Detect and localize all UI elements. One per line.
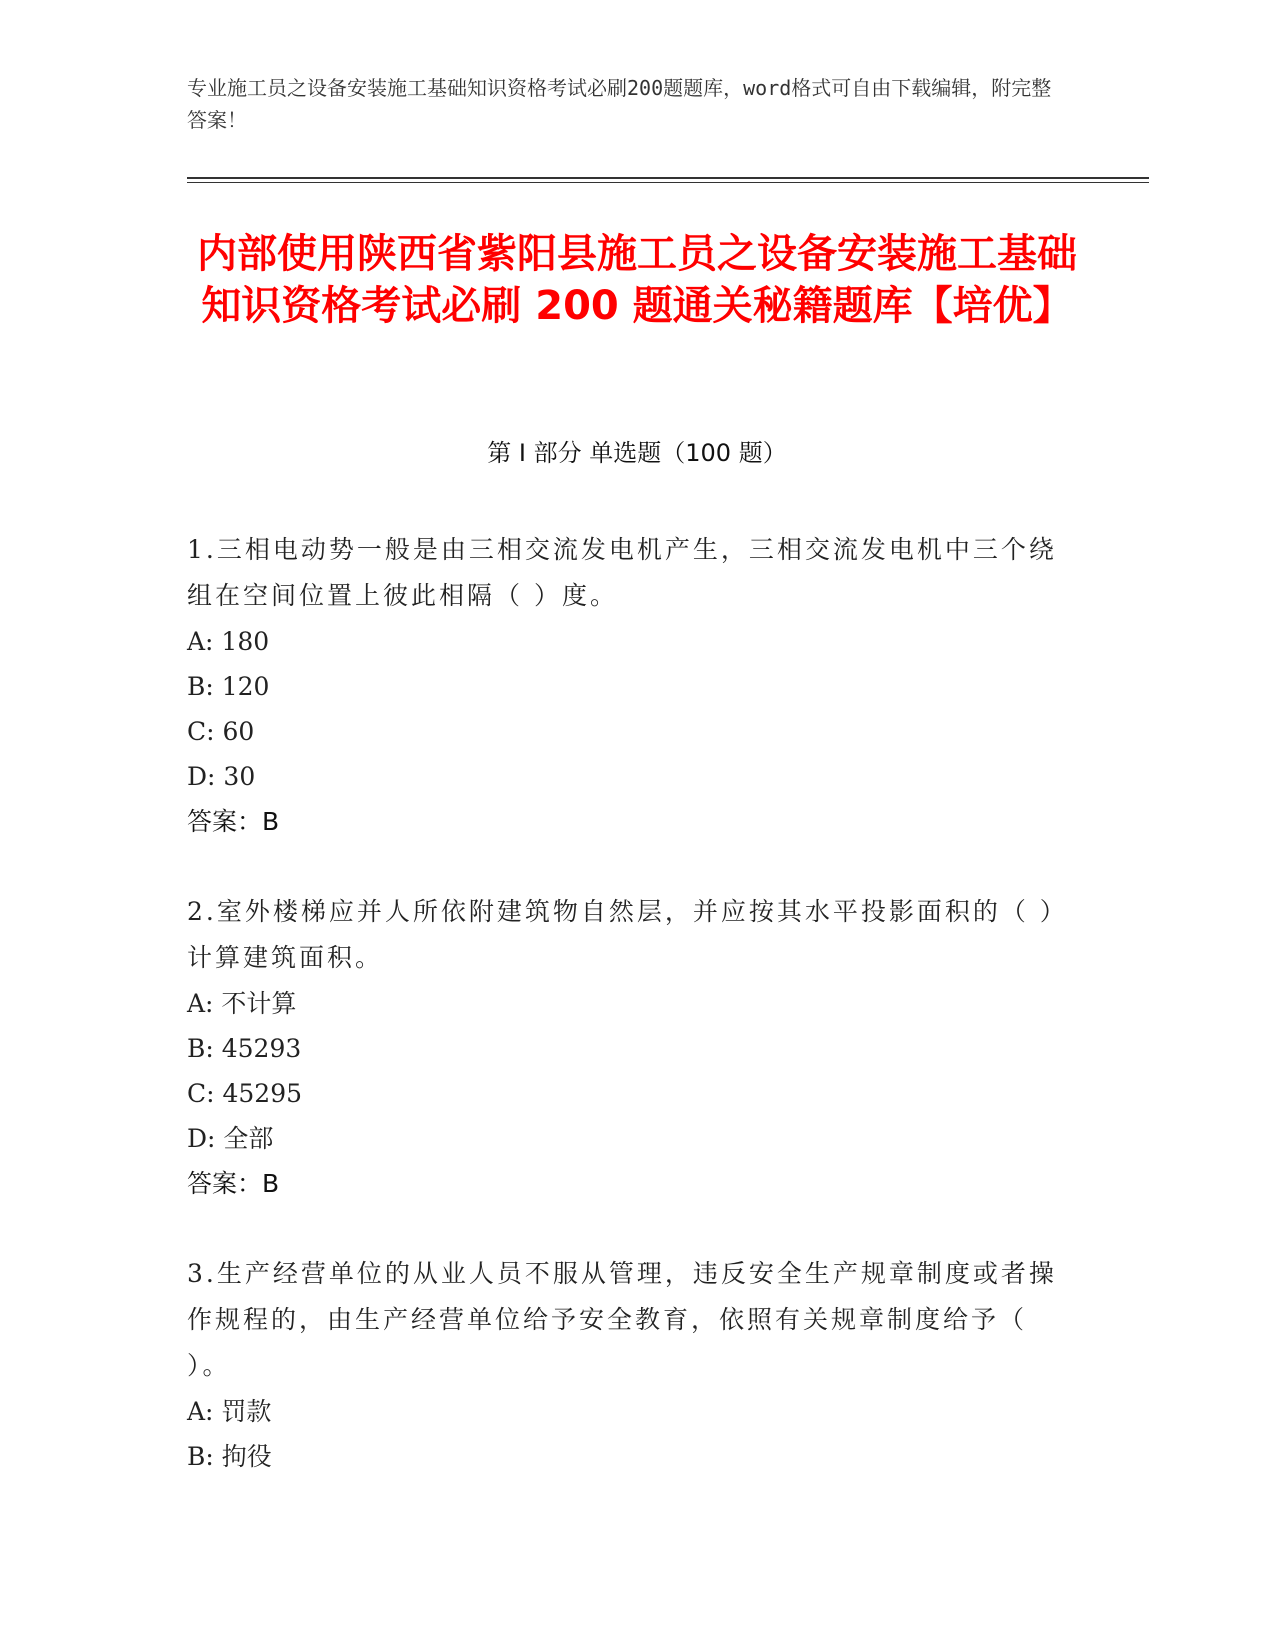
option-c: C: 45295 [187, 1079, 303, 1108]
question-stem: 1.三相电动势一般是由三相交流发电机产生，三相交流发电机中三个绕组在空间位置上彼此相隔（ ）度。 [187, 535, 1057, 610]
header-divider-thin [187, 182, 1149, 183]
option-a: A: 罚款 [187, 1397, 272, 1426]
question-2 [187, 889, 1067, 1207]
question-stem: 3.生产经营单位的从业人员不服从管理，违反安全生产规章制度或者操作规程的，由生产经营单位给予安全教育，依照有关规章制度给予（ ）。 [187, 1259, 1057, 1380]
option-c: C: 60 [187, 717, 255, 746]
option-a: A: 180 [187, 627, 270, 656]
option-b: B: 45293 [187, 1034, 302, 1063]
question-list [187, 527, 1067, 1523]
option-b: B: 120 [187, 672, 270, 701]
section-title: 第 I 部分 单选题（100 题） [487, 439, 787, 467]
answer: 答案：B [187, 807, 280, 836]
option-a: A: 不计算 [187, 989, 297, 1018]
option-d: D: 全部 [187, 1124, 274, 1153]
option-b: B: 拘役 [187, 1442, 272, 1471]
answer: 答案：B [187, 1169, 280, 1198]
question-3 [187, 1251, 1067, 1479]
question-1 [187, 527, 1067, 845]
document-title: 内部使用陕西省紫阳县施工员之设备安装施工基础知识资格考试必刷 200 题通关秘籍题库【培优】 [197, 231, 1077, 329]
header-divider-thick [187, 177, 1149, 179]
option-d: D: 30 [187, 762, 256, 791]
header-note: 专业施工员之设备安装施工基础知识资格考试必刷200题题库，word格式可自由下载编辑，附完整答案！ [187, 76, 1052, 132]
question-stem: 2.室外楼梯应并人所依附建筑物自然层，并应按其水平投影面积的（ ）计算建筑面积。 [187, 897, 1056, 972]
